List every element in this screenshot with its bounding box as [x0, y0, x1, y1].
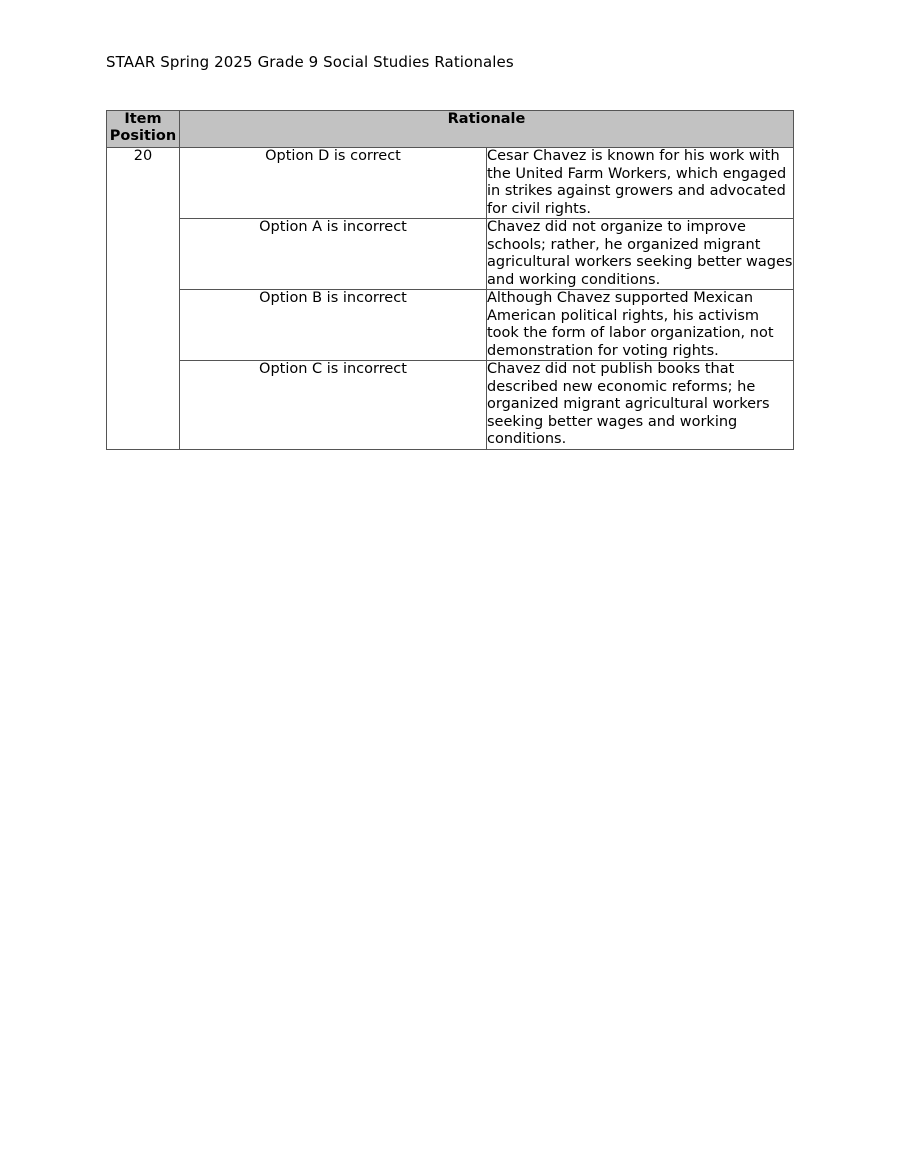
option-label: Option A is incorrect	[180, 219, 487, 290]
rationale-header: Rationale	[180, 111, 794, 148]
item-position-header-line1: Item	[124, 111, 162, 127]
item-position-header-line2: Position	[109, 128, 177, 144]
table-row	[107, 361, 794, 450]
option-label: Option B is incorrect	[180, 290, 487, 361]
rationale-text: Cesar Chavez is known for his work with the United Farm Workers, which engaged in strikes against growers and advocated for civil rights.	[487, 148, 794, 219]
item-position-header	[107, 111, 180, 148]
option-label: Option C is incorrect	[180, 361, 487, 450]
page-header-title: STAAR Spring 2025 Grade 9 Social Studies Rationales	[106, 53, 514, 71]
table-header-row	[107, 111, 794, 148]
option-label: Option D is correct	[180, 148, 487, 219]
rationale-table	[106, 110, 794, 450]
item-position-cell: 20	[107, 148, 180, 450]
rationale-text: Although Chavez supported Mexican American political rights, his activism took the form of labor organization, not demonstration for voting rights.	[487, 290, 794, 361]
table-row	[107, 148, 794, 219]
table-row	[107, 219, 794, 290]
table-row	[107, 290, 794, 361]
rationale-text: Chavez did not publish books that described new economic reforms; he organized migrant agricultural workers seeking better wages and working conditions.	[487, 361, 794, 450]
rationale-text: Chavez did not organize to improve schools; rather, he organized migrant agricultural workers seeking better wages and working conditions.	[487, 219, 793, 288]
